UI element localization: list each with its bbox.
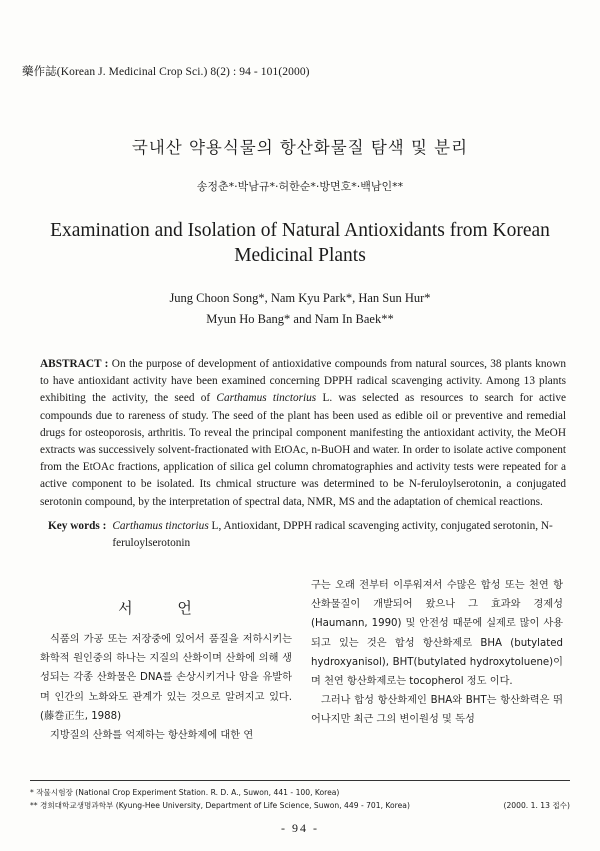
body-paragraph: 식품의 가공 또는 저장중에 있어서 품질을 저하시키는 화학적 원인중의 하나는 지질의 산화이며 산화에 의해 생성되는 각종 산화물은 DNA를 손상시키거나 암을 유발하며 인간의 노화와도 관계가 있는 것으로 알려지고 있다. (藤巻正生, 1988) <box>40 634 292 722</box>
english-authors <box>0 288 600 330</box>
korean-authors: 송정춘*·박남규*·허한순*·방면호*·백남인** <box>196 180 404 193</box>
body-column-right <box>311 576 563 730</box>
abstract-species: Carthamus tinctorius <box>216 392 317 405</box>
keywords-label: Key words : <box>48 520 107 532</box>
keywords-list: L, Antioxidant, DPPH radical scavenging activity, conjugated serotonin, N-feruloylserotonin <box>112 520 553 549</box>
english-title: Examination and Isolation of Natural Antioxidants from Korean Medicinal Plants <box>50 220 550 266</box>
page-number: - 94 - <box>281 821 319 835</box>
footnote-row-2 <box>30 799 570 812</box>
footnotes <box>30 780 570 812</box>
abstract <box>40 356 566 511</box>
abstract-text-1: On the purpose of development of antioxidative compounds from natural sources, 38 plants known to have antioxidant activity have been examined concerning DPPH radical scavenging activity. Among 13 plants exhibiting the activity, the seed of <box>40 358 566 405</box>
footnote-2: ** 경희대학교생명과학부 (Kyung-Hee University, Department of Life Science, Suwon, 449 - 701, Korea) <box>30 801 410 810</box>
abstract-label: ABSTRACT : <box>40 358 109 370</box>
keywords <box>48 518 566 552</box>
authors-line-1: Jung Choon Song*, Nam Kyu Park*, Han Sun Hur* <box>169 291 431 305</box>
korean-title: 국내산 약용식물의 항산화물질 탐색 및 분리 <box>131 138 469 157</box>
body-paragraph: 그러나 합성 항산화제인 BHA와 BHT는 항산화력은 뛰어나지만 최근 그의 변이원성 및 독성 <box>311 695 563 726</box>
abstract-text-2: L. was selected as resources to search for active compounds due to rareness of study. The seed of the plant has been used as edible oil or preventive and remedial drugs for osteoporosis, arthritis. To reveal the principal component manifesting the antioxidant activity, the MeOH extracts was successively solvent-fractionated with EtOAc, n-BuOH and water. In order to isolate active component from the EtOAc fractions, application of silica gel column chromatographies and activity tests were repeated for a active component to be isolated. Its chmical structure was determined to be N-feruloylserotonin, a conjugated serotonin compound, by the interpretation of spectral data, NMR, MS and the adaptation of chemical reactions. <box>40 392 566 508</box>
footnote-1: * 작물시험장 (National Crop Experiment Station. R. D. A., Suwon, 441 - 100, Korea) <box>30 788 340 797</box>
body-column-left <box>40 630 292 745</box>
journal-header: 藥作誌(Korean J. Medicinal Crop Sci.) 8(2) : 94 - 101(2000) <box>22 66 310 78</box>
body-paragraph: 지방질의 산화를 억제하는 항산화제에 대한 연 <box>50 730 254 742</box>
received-date: (2000. 1. 13 접수) <box>503 801 570 810</box>
section-title-introduction: 서 언 <box>118 599 212 617</box>
authors-line-2: Myun Ho Bang* and Nam In Baek** <box>206 312 394 326</box>
keywords-text <box>112 518 566 552</box>
keywords-species: Carthamus tinctorius <box>112 520 209 532</box>
body-paragraph: 구는 오래 전부터 이루워져서 수많은 합성 또는 천연 항산화물질이 개발되어 왔으나 그 효과와 경제성 (Haumann, 1990) 및 안전성 때문에 실제로 많이 사용되고 있는 것은 합성 항산화제로 BHA (butylated hydroxyanisol), BHT(butylated hydroxytoluene)이며 천연 항산화제로는 tocopherol 정도 이다. <box>311 580 563 688</box>
